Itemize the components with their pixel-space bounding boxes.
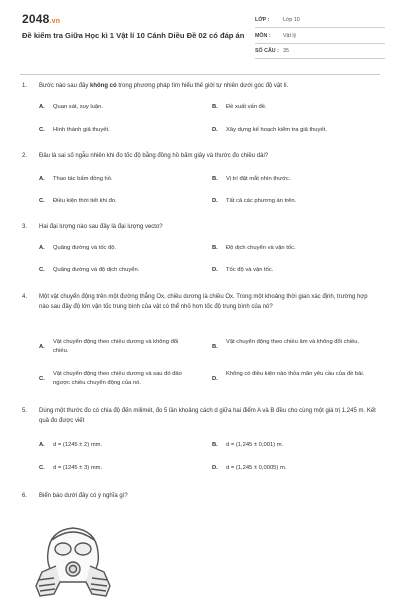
page-title: Đề kiểm tra Giữa Học kì 1 Vật lí 10 Cánh Diều Đề 02 có đáp án — [22, 31, 245, 40]
question-text: Hai đại lượng nào sau đây là đại lượng vecto? — [39, 224, 163, 230]
meta-question-count — [255, 45, 385, 59]
question-number: 2. — [22, 153, 28, 159]
meta-class-value: Lớp 10 — [283, 17, 300, 23]
meta-count-value: 35 — [283, 48, 289, 54]
question-number: 6. — [22, 493, 28, 499]
question-text: Một vật chuyển động trên một đường thẳng Ox, chiều dương là chiều Ox. Trong một khoảng thời gian xác định, trường hợp nào sau đây độ lớn vận tốc trung bình của vật có thể nhỏ hơn tốc độ trung bình của nó? — [39, 294, 368, 310]
meta-class — [255, 14, 385, 28]
meta-subject-value: Vật lý — [283, 33, 297, 39]
question-number: 5. — [22, 408, 28, 414]
meta-subject-label: MÔN : — [255, 33, 271, 39]
question-text: Bước nào sau đây không có trong phương pháp tìm hiểu thế giới tự nhiên dưới góc độ vật lí. — [39, 83, 289, 89]
question-text: Biển báo dưới đây có ý nghĩa gì? — [39, 493, 128, 499]
question-number: 3. — [22, 224, 28, 230]
question-text: Dùng một thước đo có chia độ đến milimét, đo 5 lần khoảng cách d giữa hai điểm A và B đều cho cùng một giá trị 1,245 m. Kết quả đo được viết — [39, 408, 376, 424]
meta-subject — [255, 30, 385, 44]
gas-mask-icon — [28, 522, 118, 600]
header-divider — [20, 74, 380, 75]
page-header — [0, 0, 400, 76]
question-number: 4. — [22, 294, 28, 300]
site-logo[interactable]: 2048.vn — [22, 12, 61, 26]
question-number: 1. — [22, 83, 28, 89]
meta-count-label: SỐ CÂU : — [255, 48, 279, 54]
question-text: Đâu là sai số ngẫu nhiên khi đo tốc độ bằng đồng hồ bấm giây và thước đo chiều dài? — [39, 153, 269, 159]
meta-class-label: LỚP : — [255, 17, 270, 23]
